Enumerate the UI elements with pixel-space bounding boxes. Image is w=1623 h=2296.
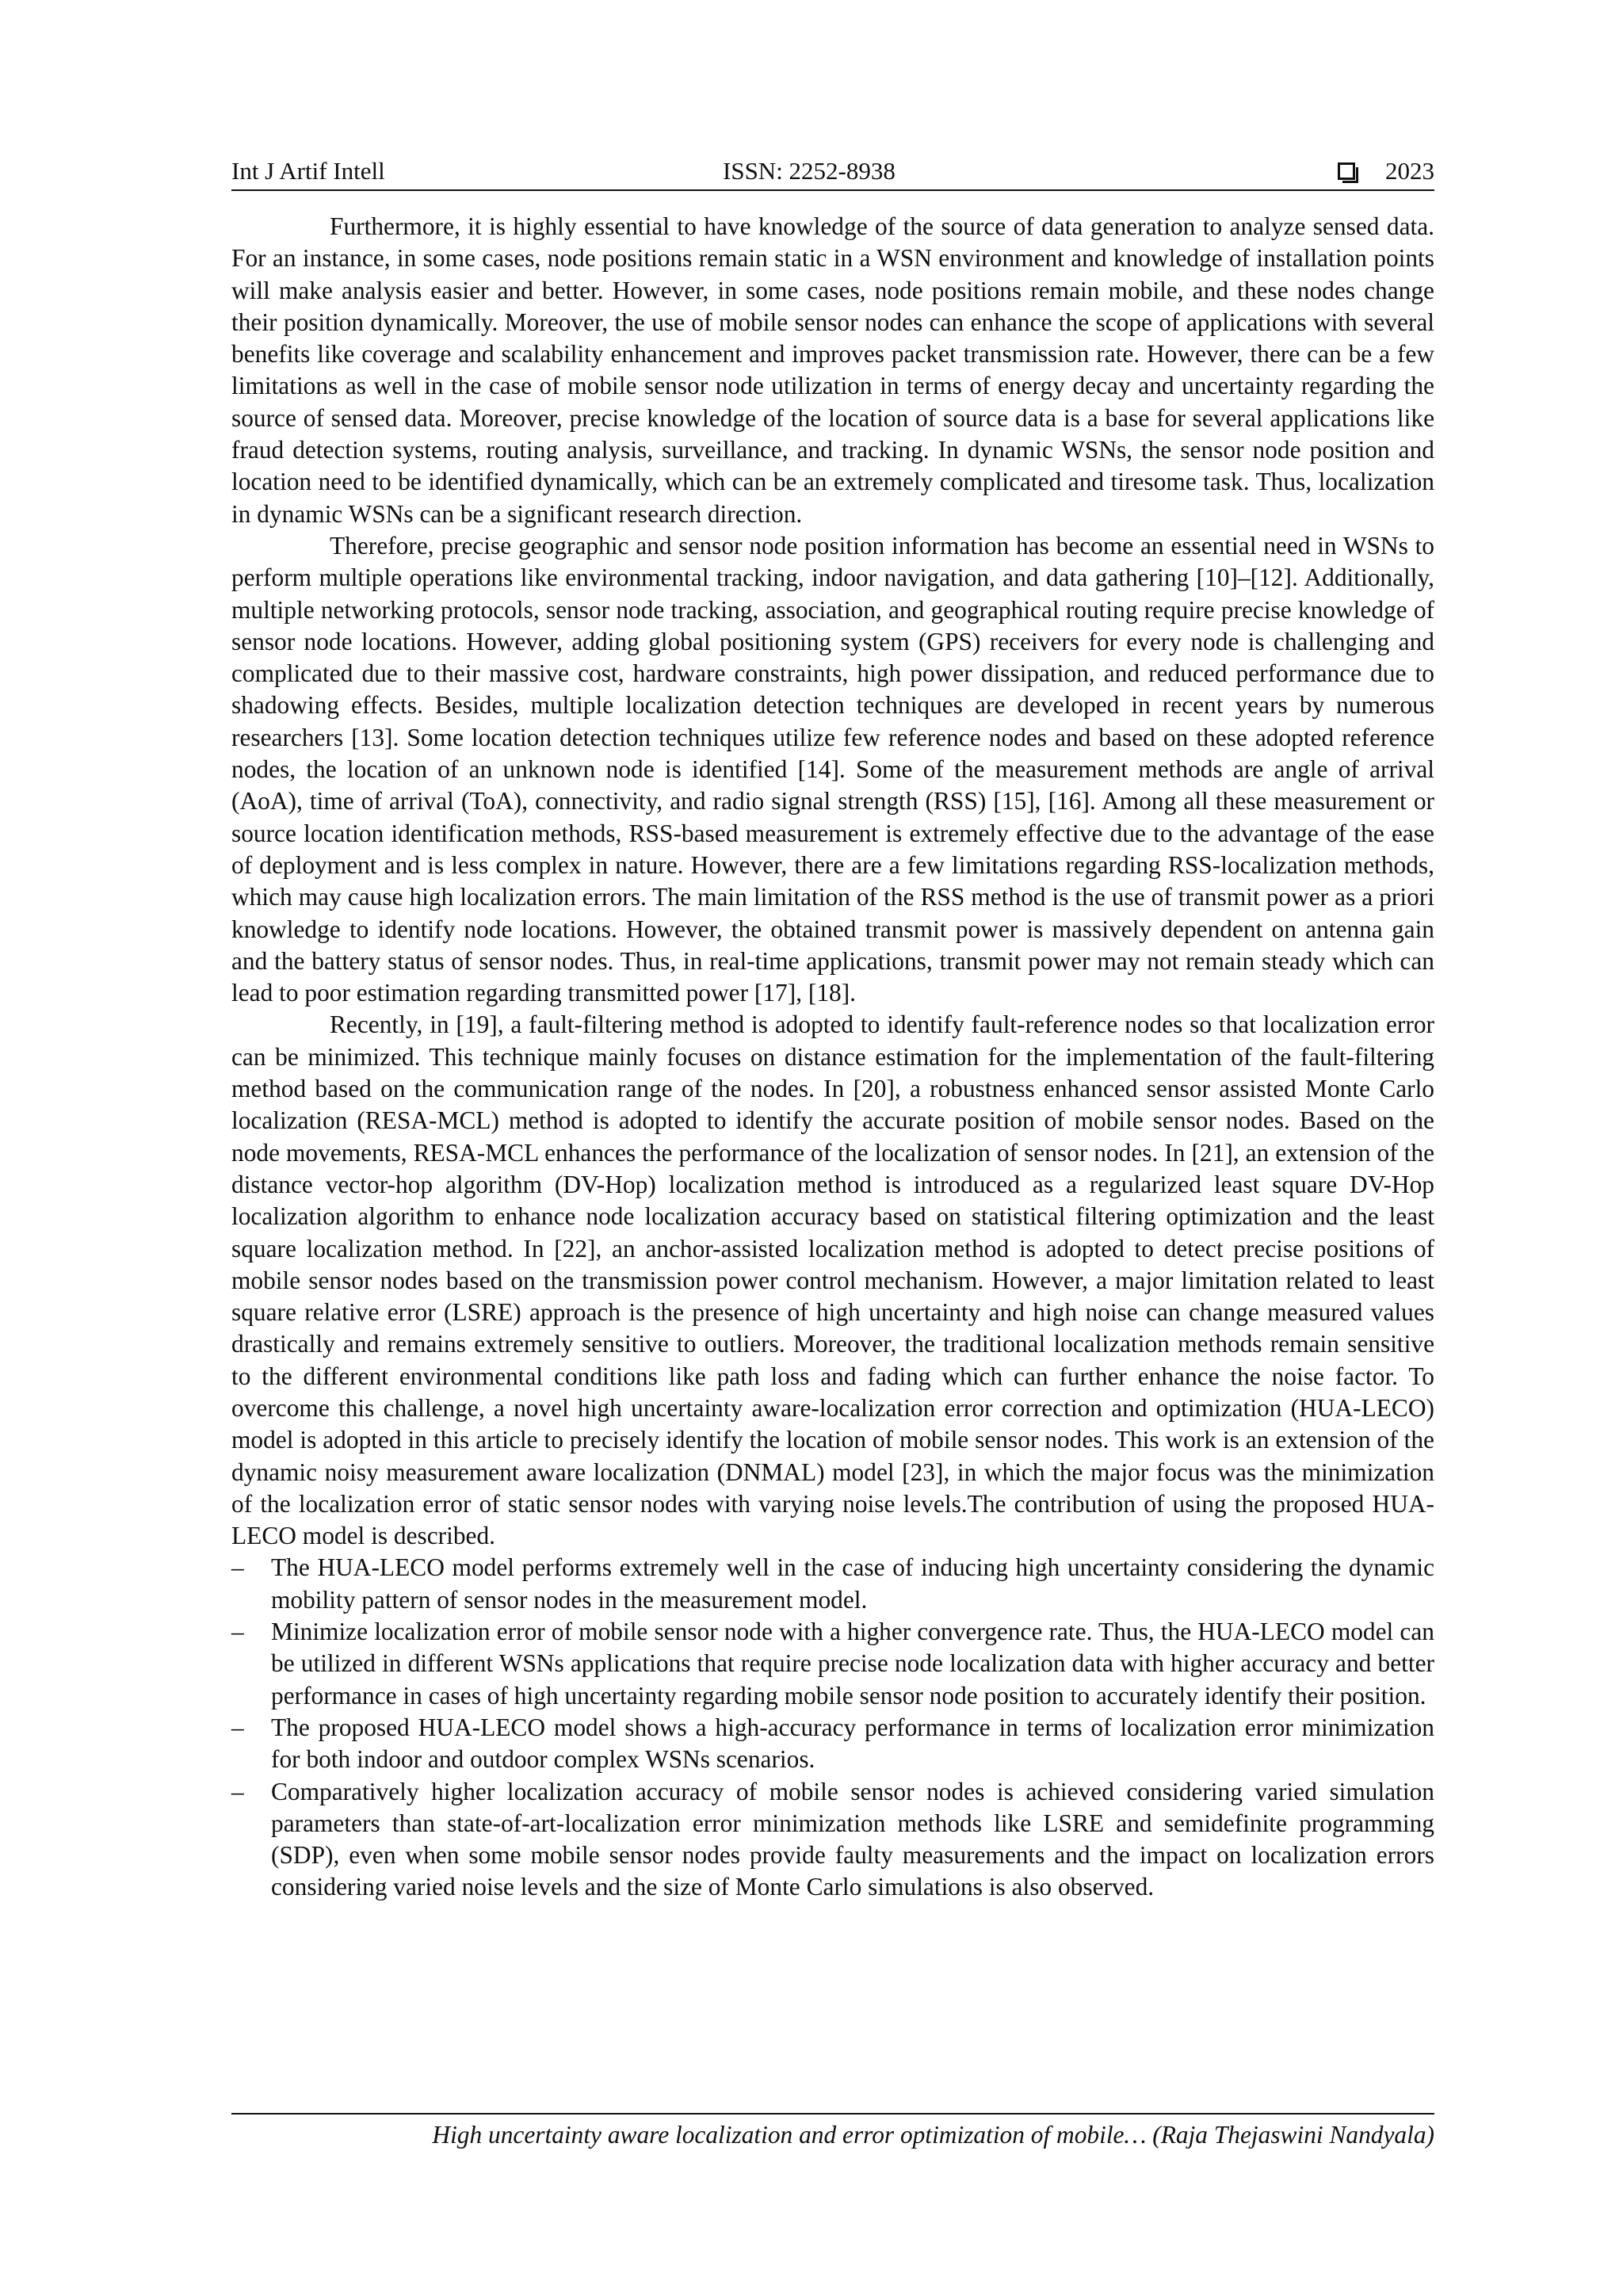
bullet-dash: – bbox=[231, 1713, 244, 1741]
issn: ISSN: 2252-8938 bbox=[723, 157, 896, 185]
page-header bbox=[231, 152, 1434, 190]
body-text bbox=[231, 211, 1434, 1904]
list-item bbox=[231, 1776, 1434, 1904]
square-outline-icon bbox=[1338, 162, 1355, 180]
bullet-dash: – bbox=[231, 1777, 244, 1805]
paragraph: Furthermore, it is highly essential to have knowledge of the source of data generation to analyze sensed data. For an instance, in some cases, node positions remain static in a WSN environment and knowledge of installation points will make analysis easier and better. However, in some cases, node positions remain mobile, and these nodes change their position dynamically. Moreover, the use of mobile sensor nodes can enhance the scope of applications with several benefits like coverage and scalability enhancement and improves packet transmission rate. However, there can be a few limitations as well in the case of mobile sensor node utilization in terms of energy decay and uncertainty regarding the source of sensed data. Moreover, precise knowledge of the location of source data is a base for several applications like fraud detection systems, routing analysis, surveillance, and tracking. In dynamic WSNs, the sensor node position and location need to be identified dynamically, which can be an extremely complicated and tiresome task. Thus, localization in dynamic WSNs can be a significant research direction. bbox=[231, 212, 1434, 528]
page-number: 2023 bbox=[1385, 157, 1434, 185]
journal-name: Int J Artif Intell bbox=[231, 157, 385, 185]
page-number-group bbox=[1338, 152, 1434, 190]
paragraph: Therefore, precise geographic and sensor node position information has become an essential need in WSNs to perform multiple operations like environmental tracking, indoor navigation, and data gathering [10]–[12]. Additionally, multiple networking protocols, sensor node tracking, association, and geographical routing require precise knowledge of sensor node locations. However, adding global positioning system (GPS) receivers for every node is challenging and complicated due to their massive cost, hardware constraints, high power dissipation, and reduced performance due to shadowing effects. Besides, multiple localization detection techniques are developed in recent years by numerous researchers [13]. Some location detection techniques utilize few reference nodes and based on these adopted reference nodes, the location of an unknown node is identified [14]. Some of the measurement methods are angle of arrival (AoA), time of arrival (ToA), connectivity, and radio signal strength (RSS) [15], [16]. Among all these measurement or source location identification methods, RSS-based measurement is extremely effective due to the advantage of the ease of deployment and is less complex in nature. However, there are a few limitations regarding RSS-localization methods, which may cause high localization errors. The main limitation of the RSS method is the use of transmit power as a priori knowledge to identify node locations. However, the obtained transmit power is massively dependent on antenna gain and the battery status of sensor nodes. Thus, in real-time applications, transmit power may not remain steady which can lead to poor estimation regarding transmitted power [17], [18]. bbox=[231, 531, 1434, 1007]
list-item-text: Comparatively higher localization accuracy of mobile sensor nodes is achieved considering varied simulation parameters than state-of-art-localization error minimization methods like LSRE and semidefinite programming (SDP), even when some mobile sensor nodes provide faulty measurements and the impact on localization errors considering varied noise levels and the size of Monte Carlo simulations is also observed. bbox=[271, 1777, 1434, 1901]
running-footer: High uncertainty aware localization and error optimization of mobile… (Raja Thejaswini Nandyala) bbox=[432, 2121, 1434, 2149]
contribution-list bbox=[231, 1552, 1434, 1903]
list-item-text: The proposed HUA-LECO model shows a high-accuracy performance in terms of localization error minimization for both indoor and outdoor complex WSNs scenarios. bbox=[271, 1713, 1434, 1774]
bullet-dash: – bbox=[231, 1618, 244, 1646]
list-item bbox=[231, 1552, 1434, 1616]
list-item bbox=[231, 1712, 1434, 1776]
list-item-text: Minimize localization error of mobile sensor node with a higher convergence rate. Thus, the HUA-LECO model can be utilized in different WSNs applications that require precise node localization data with higher accuracy and better performance in cases of high uncertainty regarding mobile sensor node position to accurately identify their position. bbox=[271, 1618, 1434, 1710]
list-item-text: The HUA-LECO model performs extremely well in the case of inducing high uncertainty considering the dynamic mobility pattern of sensor nodes in the measurement model. bbox=[271, 1553, 1434, 1614]
bullet-dash: – bbox=[231, 1553, 244, 1582]
footer-rule bbox=[231, 2113, 1434, 2115]
header-rule bbox=[231, 189, 1434, 191]
list-item bbox=[231, 1616, 1434, 1712]
paragraph: Recently, in [19], a fault-filtering method is adopted to identify fault-reference nodes so that localization error can be minimized. This technique mainly focuses on distance estimation for the implementation of the fault-filtering method based on the communication range of the nodes. In [20], a robustness enhanced sensor assisted Monte Carlo localization (RESA-MCL) method is adopted to identify the accurate position of mobile sensor nodes. Based on the node movements, RESA-MCL enhances the performance of the localization of sensor nodes. In [21], an extension of the distance vector-hop algorithm (DV-Hop) localization method is introduced as a regularized least square DV-Hop localization algorithm to enhance node localization accuracy based on statistical filtering optimization and the least square localization method. In [22], an anchor-assisted localization method is adopted to detect precise positions of mobile sensor nodes based on the transmission power control mechanism. However, a major limitation related to least square relative error (LSRE) approach is the presence of high uncertainty and high noise can change measured values drastically and remains extremely sensitive to outliers. Moreover, the traditional localization methods remain sensitive to the different environmental conditions like path loss and fading which can further enhance the noise factor. To overcome this challenge, a novel high uncertainty aware-localization error correction and optimization (HUA-LECO) model is adopted in this article to precisely identify the location of mobile sensor nodes. This work is an extension of the dynamic noisy measurement aware localization (DNMAL) model [23], in which the major focus was the minimization of the localization error of static sensor nodes with varying noise levels.The contribution of using the proposed HUA-LECO model is described. bbox=[231, 1010, 1434, 1550]
